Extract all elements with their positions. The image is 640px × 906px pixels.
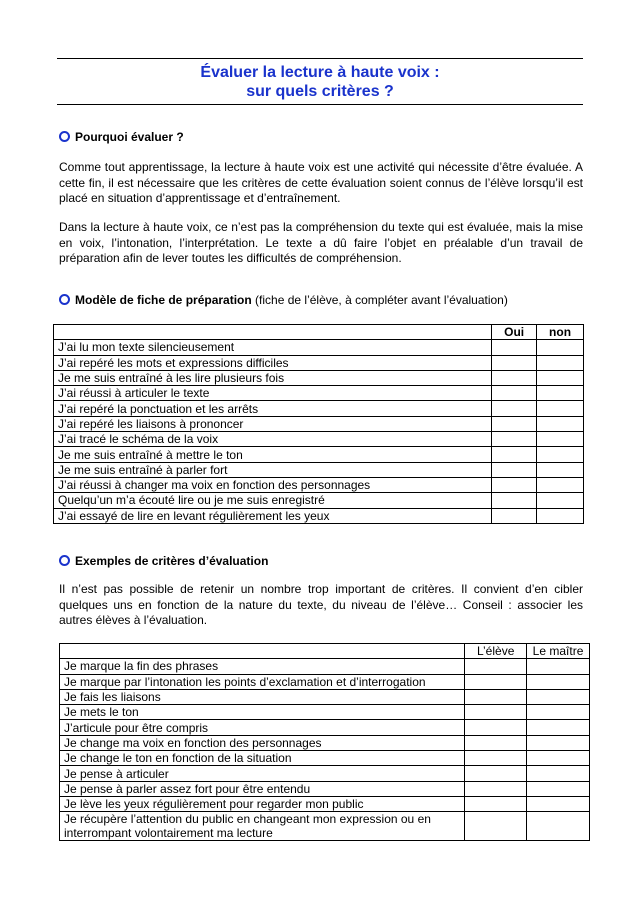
check-cell[interactable] — [527, 812, 590, 841]
check-cell[interactable] — [527, 705, 590, 720]
check-cell[interactable] — [492, 355, 537, 370]
criterion-label: Quelqu’un m’a écouté lire ou je me suis enregistré — [54, 493, 492, 508]
title-box — [57, 58, 583, 105]
table-row — [60, 689, 590, 704]
check-cell[interactable] — [537, 493, 584, 508]
criterion-label: Je pense à parler assez fort pour être entendu — [60, 781, 465, 796]
title-line-1: Évaluer la lecture à haute voix : — [200, 64, 440, 81]
title-line-2: sur quels critères ? — [246, 83, 394, 100]
table-row — [60, 751, 590, 766]
check-cell[interactable] — [465, 812, 527, 841]
section-heading-criteria: Exemples de critères d’évaluation — [59, 554, 268, 569]
check-cell[interactable] — [537, 462, 584, 477]
criterion-label: Je marque par l’intonation les points d’exclamation et d’interrogation — [60, 674, 465, 689]
section-heading-preparation: Modèle de fiche de préparation (fiche de l’élève, à compléter avant l’évaluation) — [59, 293, 508, 308]
criterion-label: J’ai repéré la ponctuation et les arrêts — [54, 401, 492, 416]
header-yes: Oui — [492, 325, 537, 340]
table-row — [54, 508, 584, 523]
section-subtitle: (fiche de l’élève, à compléter avant l’évaluation) — [255, 293, 508, 307]
circle-bullet-icon — [59, 555, 70, 566]
check-cell[interactable] — [465, 720, 527, 735]
table-row — [60, 796, 590, 811]
check-cell[interactable] — [527, 674, 590, 689]
header-student: L’élève — [465, 644, 527, 659]
check-cell[interactable] — [537, 370, 584, 385]
criterion-label: J’ai repéré les liaisons à prononcer — [54, 416, 492, 431]
table-row — [54, 416, 584, 431]
criterion-label: Je marque la fin des phrases — [60, 659, 465, 674]
check-cell[interactable] — [492, 370, 537, 385]
criterion-label: Je fais les liaisons — [60, 689, 465, 704]
check-cell[interactable] — [465, 705, 527, 720]
header-no: non — [537, 325, 584, 340]
paragraph-why-1: Comme tout apprentissage, la lecture à haute voix est une activité qui nécessite d’être évaluée. A cette fin, il est nécessaire que les critères de cette évaluation soient connus de l’élève lorsqu’il est placé en situation d’apprentissage et d’entraînement. — [59, 160, 583, 205]
check-cell[interactable] — [537, 340, 584, 355]
check-cell[interactable] — [537, 416, 584, 431]
criterion-label: J’ai essayé de lire en levant régulièrement les yeux — [54, 508, 492, 523]
criterion-label: Je récupère l’attention du public en changeant mon expression ou en interrompant volontairement ma lecture — [60, 812, 465, 841]
table-row — [54, 355, 584, 370]
criterion-label: Je me suis entraîné à les lire plusieurs fois — [54, 370, 492, 385]
preparation-table — [53, 324, 584, 524]
check-cell[interactable] — [537, 355, 584, 370]
header-blank — [60, 644, 465, 659]
table-row — [54, 477, 584, 492]
table-row — [60, 659, 590, 674]
paragraph-why-2: Dans la lecture à haute voix, ce n’est pas la compréhension du texte qui est évaluée, mais la mise en voix, l’intonation, l’interprétation. Le texte a dû faire l’objet en préalable d’un travail de préparation afin de lever toutes les difficultés de compréhension. — [59, 220, 583, 265]
check-cell[interactable] — [465, 689, 527, 704]
check-cell[interactable] — [465, 766, 527, 781]
check-cell[interactable] — [465, 751, 527, 766]
check-cell[interactable] — [492, 447, 537, 462]
check-cell[interactable] — [527, 766, 590, 781]
criterion-label: Je change le ton en fonction de la situation — [60, 751, 465, 766]
header-blank — [54, 325, 492, 340]
criterion-label: J’ai réussi à changer ma voix en fonction des personnages — [54, 477, 492, 492]
criterion-label: Je pense à articuler — [60, 766, 465, 781]
check-cell[interactable] — [492, 493, 537, 508]
header-teacher: Le maître — [527, 644, 590, 659]
check-cell[interactable] — [465, 735, 527, 750]
check-cell[interactable] — [537, 447, 584, 462]
table-row — [60, 735, 590, 750]
check-cell[interactable] — [492, 462, 537, 477]
check-cell[interactable] — [492, 401, 537, 416]
criterion-label: J’ai réussi à articuler le texte — [54, 386, 492, 401]
check-cell[interactable] — [527, 720, 590, 735]
check-cell[interactable] — [537, 508, 584, 523]
check-cell[interactable] — [465, 659, 527, 674]
table-header-row — [60, 644, 590, 659]
check-cell[interactable] — [537, 432, 584, 447]
check-cell[interactable] — [527, 659, 590, 674]
check-cell[interactable] — [527, 735, 590, 750]
check-cell[interactable] — [492, 340, 537, 355]
check-cell[interactable] — [465, 674, 527, 689]
table-header-row — [54, 325, 584, 340]
criterion-label: Je change ma voix en fonction des personnages — [60, 735, 465, 750]
table-row — [54, 370, 584, 385]
table-row — [54, 401, 584, 416]
check-cell[interactable] — [537, 477, 584, 492]
criterion-label: Je mets le ton — [60, 705, 465, 720]
table-row — [60, 781, 590, 796]
table-row — [60, 674, 590, 689]
criterion-label: J’articule pour être compris — [60, 720, 465, 735]
criteria-table — [59, 643, 590, 841]
criterion-label: J’ai lu mon texte silencieusement — [54, 340, 492, 355]
check-cell[interactable] — [492, 416, 537, 431]
table-row — [60, 705, 590, 720]
criterion-label: J’ai tracé le schéma de la voix — [54, 432, 492, 447]
check-cell[interactable] — [527, 751, 590, 766]
table-row — [60, 766, 590, 781]
table-row — [60, 812, 590, 841]
criterion-label: J’ai repéré les mots et expressions difficiles — [54, 355, 492, 370]
check-cell[interactable] — [465, 781, 527, 796]
table-row — [54, 432, 584, 447]
check-cell[interactable] — [527, 689, 590, 704]
paragraph-criteria: Il n’est pas possible de retenir un nombre trop important de critères. Il convient d’en cibler quelques uns en fonction de la nature du texte, du niveau de l’élève… Conseil : associer les autres élèves à l’évaluation. — [59, 582, 583, 627]
check-cell[interactable] — [527, 781, 590, 796]
circle-bullet-icon — [59, 294, 70, 305]
table-row — [54, 447, 584, 462]
check-cell[interactable] — [465, 796, 527, 811]
check-cell[interactable] — [492, 386, 537, 401]
check-cell[interactable] — [492, 432, 537, 447]
check-cell[interactable] — [537, 401, 584, 416]
check-cell[interactable] — [492, 477, 537, 492]
table-row — [54, 493, 584, 508]
table-row — [60, 720, 590, 735]
table-row — [54, 340, 584, 355]
check-cell[interactable] — [492, 508, 537, 523]
section-heading-why: Pourquoi évaluer ? — [59, 130, 184, 145]
check-cell[interactable] — [537, 386, 584, 401]
check-cell[interactable] — [527, 796, 590, 811]
circle-bullet-icon — [59, 131, 70, 142]
criterion-label: Je lève les yeux régulièrement pour regarder mon public — [60, 796, 465, 811]
criterion-label: Je me suis entraîné à mettre le ton — [54, 447, 492, 462]
criterion-label: Je me suis entraîné à parler fort — [54, 462, 492, 477]
table-row — [54, 462, 584, 477]
table-row — [54, 386, 584, 401]
